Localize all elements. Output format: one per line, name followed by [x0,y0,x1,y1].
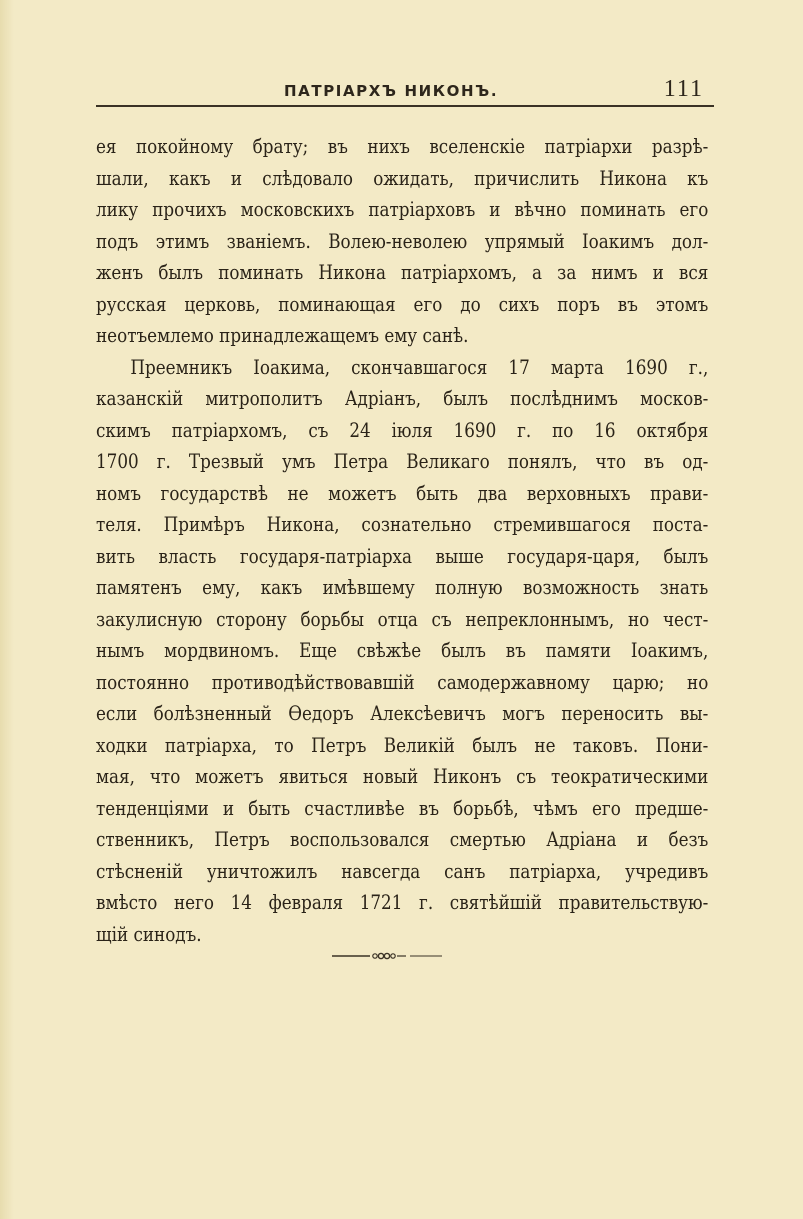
text-line: тенденціями и быть счастливѣе въ борьбѣ, чѣмъ его предше- [96,796,709,820]
text-line: ходки патріарха, то Петръ Великій былъ не таковъ. Пони- [96,733,709,757]
text-line: 1700 г. Трезвый умъ Петра Великаго понялъ, что въ од- [96,450,709,473]
body-text [96,131,708,950]
text-line: нымъ мордвиномъ. Еще свѣжѣе былъ въ памяти Іоакимъ, [96,639,709,662]
text-line: щій синодъ. [96,922,202,946]
text-line: теля. Примѣръ Никона, сознательно стремившагося поста- [96,513,709,536]
text-line: неотъемлемо принадлежащемъ ему санѣ. [96,324,469,347]
text-line: вить власть государя-патріарха выше государя-царя, былъ [96,544,709,568]
text-line: постоянно противодѣйствовавшій самодержавному царю; но [96,670,709,694]
header-rule [96,105,714,107]
paragraph-start-line: Преемникъ Іоакима, скончавшагося 17 марта 1690 г., [130,355,709,379]
running-header [96,76,708,102]
text-line: русская церковь, поминающая его до сихъ поръ въ этомъ [96,292,709,316]
page-edge [0,0,14,1219]
text-line: лику прочихъ московскихъ патріарховъ и вѣчно поминать его [96,198,709,221]
text-line: скимъ патріархомъ, съ 24 іюля 1690 г. по 16 октября [96,418,709,442]
text-line: мая, что можетъ явиться новый Никонъ съ теократическими [96,765,709,788]
text-line: женъ былъ поминать Никона патріархомъ, а за нимъ и вся [96,261,709,284]
text-line: памятенъ ему, какъ имѣвшему полную возможность знать [96,576,709,599]
text-line: шали, какъ и слѣдовало ожидать, причислить Никона къ [96,166,709,190]
text-line: номъ государствѣ не можетъ быть два верховныхъ прави- [96,481,709,505]
text-line: казанскій митрополитъ Адріанъ, былъ послѣднимъ москов- [96,387,709,410]
text-line: ственникъ, Петръ воспользовался смертью Адріана и безъ [96,828,709,851]
text-line: ея покойному брату; въ нихъ вселенскіе патріархи разрѣ- [96,135,709,158]
running-title: ПАТРІАРХЪ НИКОНЪ. [284,82,499,100]
end-of-chapter-flourish-icon [330,950,445,962]
text-line: вмѣсто него 14 февраля 1721 г. святѣйшій правительствую- [96,891,709,914]
text-line: если болѣзненный Өедоръ Алексѣевичъ могъ переносить вы- [96,702,709,725]
text-line: закулисную сторону борьбы отца съ непреклоннымъ, но чест- [96,607,709,631]
text-line: стѣсненій уничтожилъ навсегда санъ патріарха, учредивъ [96,859,709,883]
page-number: 111 [663,76,704,102]
text-line: подъ этимъ званіемъ. Волею-неволею упрямый Іоакимъ дол- [96,229,709,253]
